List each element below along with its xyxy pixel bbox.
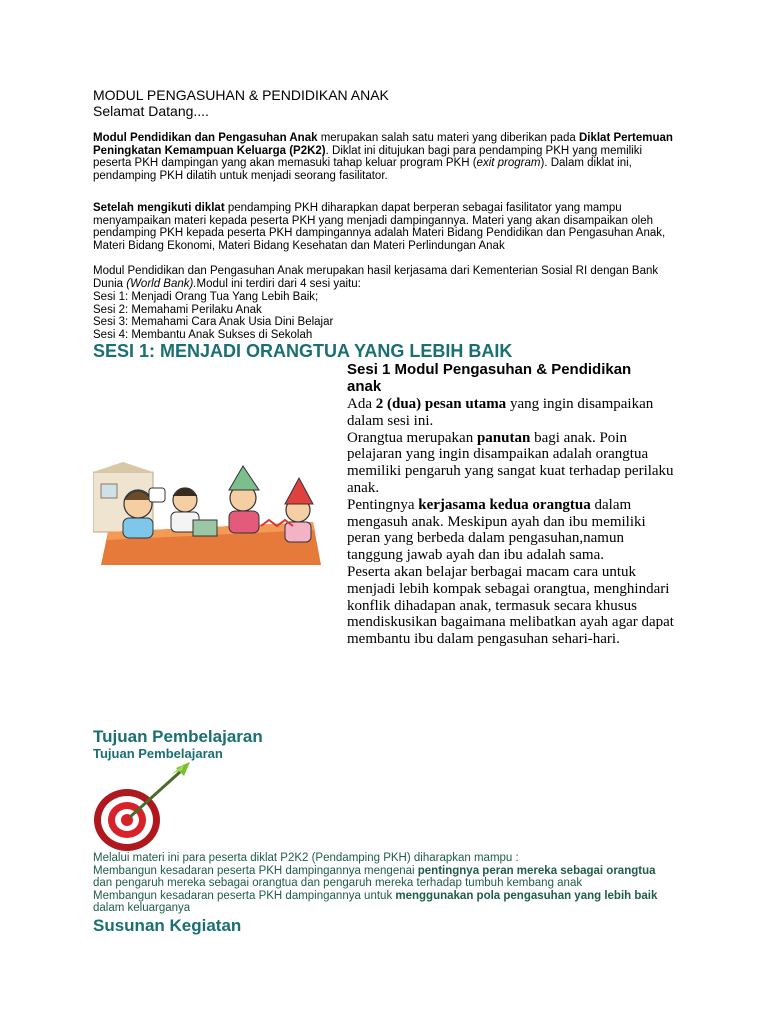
tj-text-4: dalam keluarganya	[93, 902, 191, 915]
family-illustration	[93, 460, 328, 565]
session-item: Sesi 3: Memahami Cara Anak Usia Dini Belajar	[93, 316, 334, 329]
para3-text-1: Modul Pendidikan dan Pengasuhan Anak merupakan hasil kerjasama dari Kementerian Sosial RI dengan Bank Dunia	[93, 265, 659, 290]
tujuan-heading: Tujuan Pembelajaran	[93, 727, 263, 746]
module-paragraph	[93, 265, 673, 290]
intro-paragraph	[93, 132, 673, 182]
tj-text-3: Membangun kesadaran peserta PKH dampingannya untuk	[93, 889, 396, 902]
greeting: Selamat Datang....	[93, 103, 209, 119]
s1-text-3: Orangtua merupakan	[347, 429, 477, 446]
intro-text-1: merupakan salah satu materi yang diberikan pada	[317, 132, 579, 144]
section1-body	[347, 396, 677, 648]
session-item: Sesi 4: Membantu Anak Sukses di Sekolah	[93, 328, 313, 341]
s1-text-4: bagi anak. Poin pelajaran yang ingin disampaikan adalah orangtua memiliki pengaruh yang sangat kuat terhadap perilaku anak.	[347, 429, 674, 496]
message-role-model	[347, 430, 677, 497]
para2-bold: Setelah mengikuti diklat	[93, 202, 225, 214]
tujuan-body	[93, 852, 673, 915]
tj-text-2: dan pengaruh mereka sebagai orangtua dan pengaruh mereka terhadap tumbuh kembang anak	[93, 877, 583, 890]
target-dart-icon	[92, 760, 197, 855]
message-learning: Peserta akan belajar berbagai macam cara untuk menjadi lebih kompak sebagai orangtua, menghindari konflik dihadapan anak, termasuk secara khusus mendiskusikan bagaimana melibatkan ayah agar dapat membantu ibu dalam pengasuhan sehari-hari.	[347, 563, 674, 648]
intro-text-2: . Diklat ini ditujukan bagi para pendamping PKH yang memiliki peserta PKH dampingan yang akan memasuki tahap keluar program PKH (	[93, 144, 643, 170]
tujuan-point-2	[93, 890, 673, 915]
page-title: MODUL PENGASUHAN & PENDIDIKAN ANAK	[93, 87, 389, 103]
training-paragraph	[93, 202, 673, 252]
s1-text-2: yang ingin disampaikan dalam sesi ini.	[347, 396, 654, 429]
tj-bold-2: menggunakan pola pengasuhan yang lebih baik	[395, 889, 658, 902]
intro-bold-1: Modul Pendidikan dan Pengasuhan Anak	[93, 132, 318, 144]
session-item: Sesi 1: Menjadi Orang Tua Yang Lebih Baik;	[93, 291, 319, 303]
s1-bold-3: kerjasama kedua orangtua	[418, 496, 591, 513]
tj-bold-1: pentingnya peran mereka sebagai orangtua	[417, 864, 656, 877]
section1-subheading: Sesi 1 Modul Pengasuhan & Pendidikan anak	[347, 361, 632, 395]
tj-text-1: Membangun kesadaran peserta PKH dampingannya mengenai	[93, 864, 418, 877]
message-intro	[347, 396, 677, 430]
intro-bold-2: Diklat Pertemuan Peningkatan Kemampuan Keluarga (P2K2)	[93, 132, 673, 157]
s1-text-5: Pentingnya	[347, 496, 419, 513]
s1-bold-2: panutan	[476, 429, 531, 446]
tujuan-subheading: Tujuan Pembelajaran	[93, 746, 223, 761]
s1-text-6: dalam mengasuh anak. Meskipun ayah dan ibu memiliki peran yang berbeda dalam pengasuhan,namun tanggung jawab ayah dan ibu adalah sama.	[347, 496, 646, 564]
tujuan-intro: Melalui materi ini para peserta diklat P2K2 (Pendamping PKH) diharapkan mampu :	[93, 852, 519, 864]
para3-text-2: Modul ini terdiri dari 4 sesi yaitu:	[196, 277, 361, 290]
intro-text-3: ). Dalam diklat ini, pendamping PKH dilatih untuk menjadi seorang fasilitator.	[93, 157, 632, 182]
section1-heading: SESI 1: MENJADI ORANGTUA YANG LEBIH BAIK	[93, 341, 513, 361]
para2-text: pendamping PKH diharapkan dapat berperan sebagai fasilitator yang mampu menyampaikan materi kepada peserta PKH yang menjadi dampingannya. Materi yang akan disampaikan oleh pendamping PKH kepada peserta PKH dampingannya adalah Materi Bidang Pendidikan dan Pengasuhan Anak, Materi Bidang Ekonomi, Materi Bidang Kesehatan dan Materi Perlindungan Anak	[93, 202, 666, 252]
s1-bold-1: 2 (dua) pesan utama	[375, 396, 507, 412]
message-cooperation	[347, 497, 677, 564]
session-list	[93, 291, 673, 341]
s1-text-1: Ada	[347, 396, 376, 412]
intro-italic-1: exit program	[476, 157, 541, 170]
tujuan-point-1	[93, 865, 673, 890]
session-item: Sesi 2: Memahami Perilaku Anak	[93, 303, 262, 316]
susunan-heading: Susunan Kegiatan	[93, 916, 242, 935]
para3-italic: (World Bank).	[126, 277, 197, 290]
